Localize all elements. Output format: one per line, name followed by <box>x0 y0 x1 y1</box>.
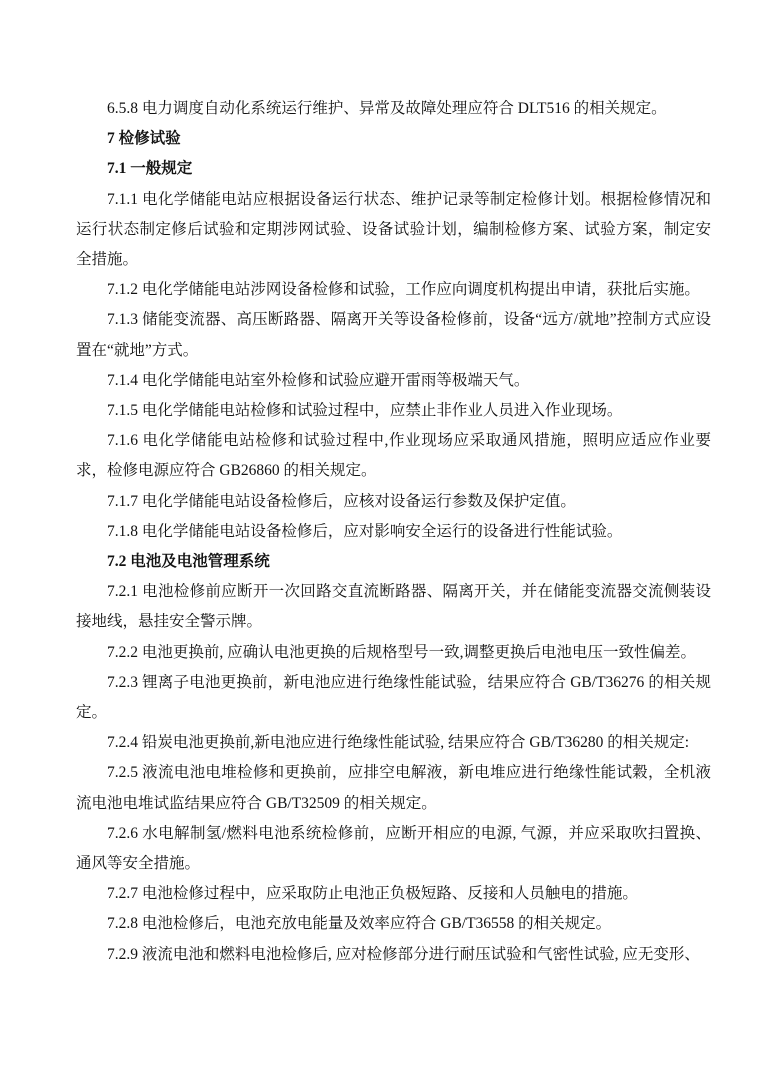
paragraph: 7.1.2 电化学储能电站涉网设备检修和试验，工作应向调度机构提出申请，获批后实施。 <box>107 281 700 299</box>
paragraph: 7.1.5 电化学储能电站检修和试验过程中，应禁止非作业人员进入作业现场。 <box>107 402 623 420</box>
paragraph: 7.1.3 储能变流器、高压断路器、隔离开关等设备检修前，设备“远方/就地”控制方式应设置在“就地”方式。 <box>76 311 711 359</box>
paragraph: 7.2.3 锂离子电池更换前，新电池应进行绝缘性能试验，结果应符合 GB/T36276 的相关规定。 <box>76 673 711 722</box>
paragraph: 7.2.2 电池更换前, 应确认电池更换的后规格型号一致,调整更换后电池电压一致性偏差。 <box>107 643 697 661</box>
paragraph: 7.1.4 电化学储能电站室外检修和试验应避开雷雨等极端天气。 <box>107 371 530 389</box>
document-body <box>76 94 711 970</box>
paragraph: 7.2.4 铅炭电池更换前,新电池应进行绝缘性能试验, 结果应符合 GB/T36280 的相关规定: <box>107 734 690 752</box>
section-heading: 7.1 一般规定 <box>107 160 193 178</box>
paragraph: 7.1.1 电化学储能电站应根据设备运行状态、维护记录等制定检修计划。根据检修情况和运行状态制定修后试验和定期涉网试验、设备试验计划，编制检修方案、试验方案，制定安全措施。 <box>76 190 711 269</box>
paragraph: 7.1.6 电化学储能电站检修和试验过程中,作业现场应采取通风措施，照明应适应作业要求，检修电源应符合 GB26860 的相关规定。 <box>76 432 711 480</box>
paragraph: 7.1.7 电化学储能电站设备检修后，应核对设备运行参数及保护定值。 <box>107 492 576 510</box>
paragraph: 7.2.7 电池检修过程中，应采取防止电池正负极短路、反接和人员触电的措施。 <box>107 885 638 903</box>
paragraph: 7.2.8 电池检修后，电池充放电能量及效率应符合 GB/T36558 的相关规定。 <box>107 915 612 933</box>
paragraph: 7.2.6 水电解制氢/燃料电池系统检修前，应断开相应的电源, 气源，并应采取吹扫置换、通风等安全措施。 <box>76 824 711 873</box>
paragraph: 6.5.8 电力调度自动化系统运行维护、异常及故障处理应符合 DLT516 的相关规定。 <box>107 100 667 117</box>
paragraph: 7.1.8 电化学储能电站设备检修后，应对影响安全运行的设备进行性能试验。 <box>107 522 623 540</box>
section-heading: 7.2 电池及电池管理系统 <box>107 553 270 571</box>
paragraph: 7.2.1 电池检修前应断开一次回路交直流断路器、隔离开关，并在储能变流器交流侧装设接地线，悬挂安全警示牌。 <box>76 583 711 631</box>
paragraph: 7.2.9 液流电池和燃料电池检修后, 应对检修部分进行耐压试验和气密性试验, 应无变形、 <box>107 945 700 963</box>
paragraph: 7.2.5 液流电池电堆检修和更换前，应排空电解液，新电堆应进行绝缘性能试穀，全机液流电池电堆试监结果应符合 GB/T32509 的相关规定。 <box>76 764 711 812</box>
section-heading: 7 检修试验 <box>107 130 181 148</box>
